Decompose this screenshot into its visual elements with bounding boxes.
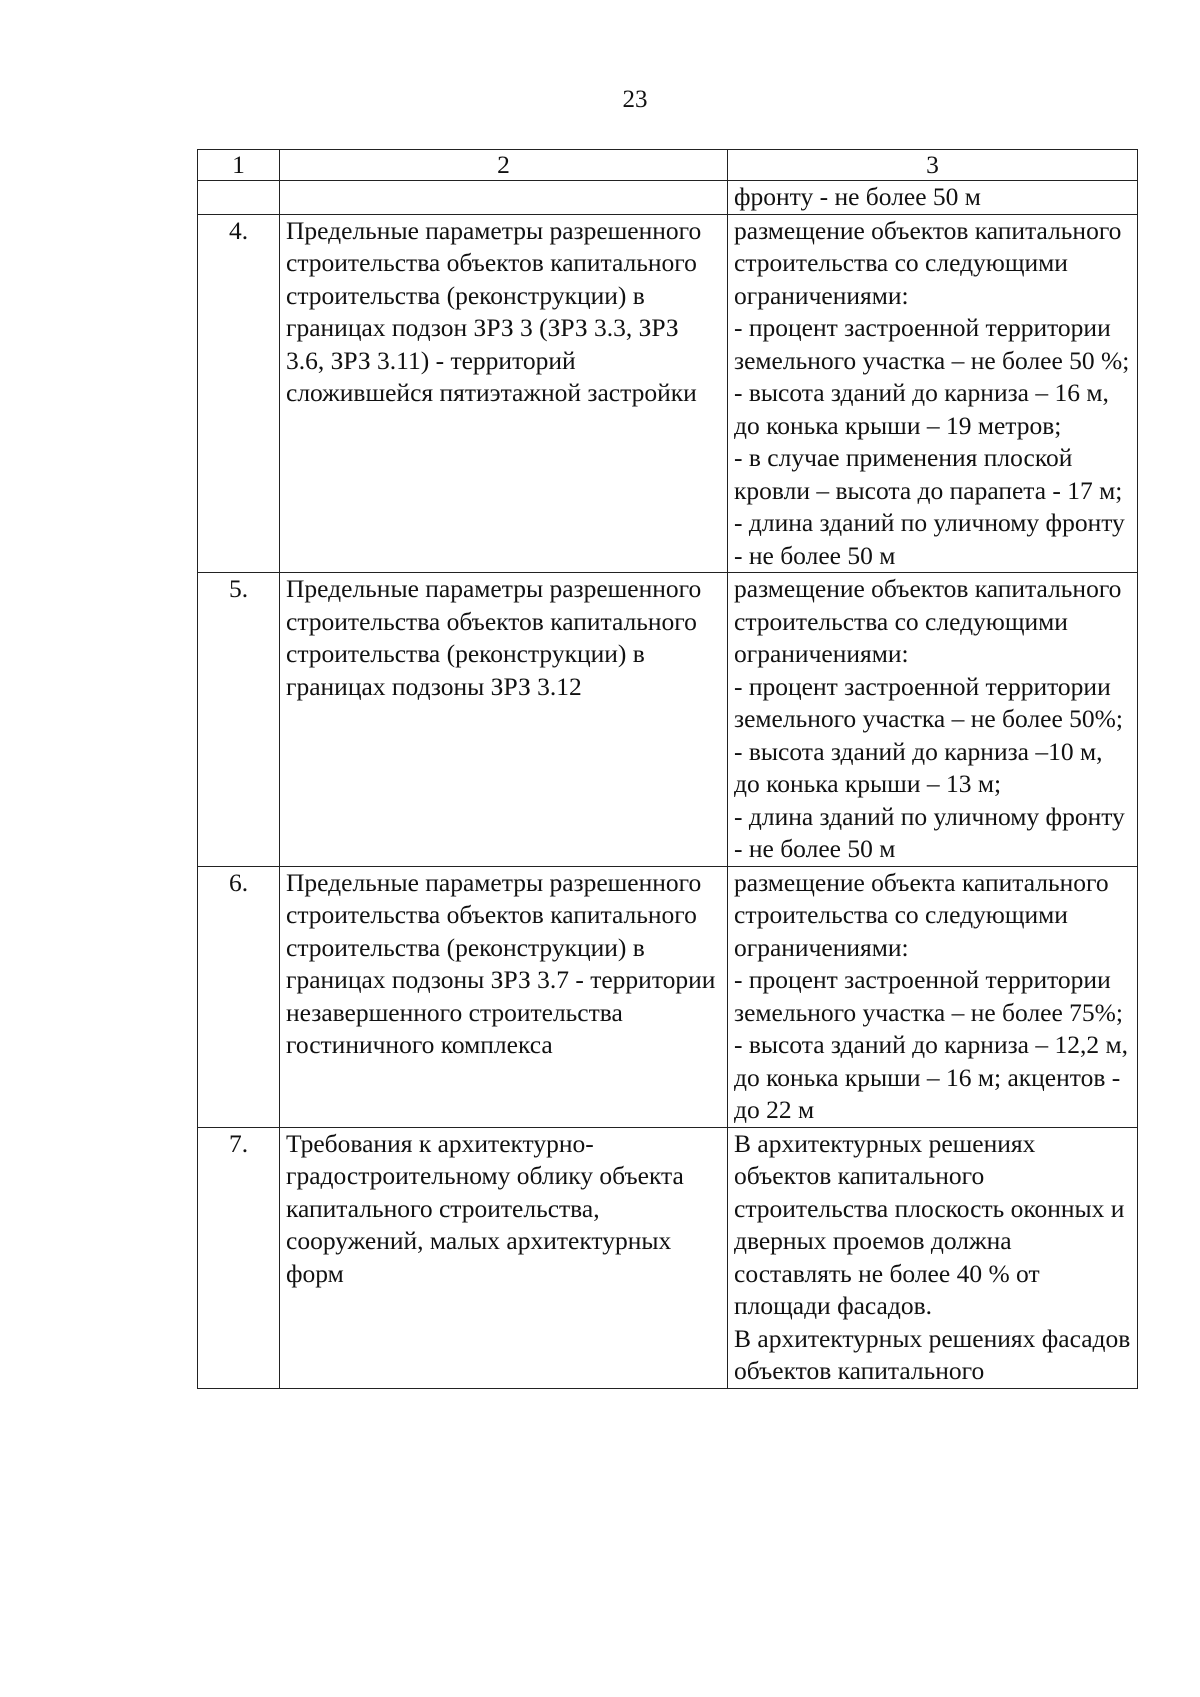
table-row: [198, 1127, 1138, 1388]
value-line: размещение объекта капитального строительства со следующими ограничениями:: [734, 867, 1109, 962]
table-header-row: [198, 150, 1138, 181]
value-cell: [728, 181, 1138, 215]
value-line: размещение объектов капитального строительства со следующими ограничениями:: [734, 574, 1122, 668]
column-header-2: 2: [280, 150, 728, 181]
value-cell: [728, 214, 1138, 573]
value-line: - в случае применения плоской кровли – высота до парапета - 17 м;: [734, 443, 1123, 505]
table-row: [198, 181, 1138, 215]
column-header-1: 1: [198, 150, 280, 181]
value-cell: [728, 573, 1138, 867]
regulations-table: [197, 149, 1138, 1389]
parameter-cell: [280, 181, 728, 215]
row-number: 7.: [198, 1127, 280, 1388]
value-line: - высота зданий до карниза –10 м, до конька крыши – 13 м;: [734, 736, 1103, 798]
page-number: 23: [622, 86, 648, 113]
parameter-cell: Требования к архитектурно-градостроительному облику объекта капитального строительства, сооружений, малых архитектурных форм: [280, 1127, 728, 1388]
value-line: - длина зданий по уличному фронту - не более 50 м: [734, 801, 1125, 863]
row-number: 4.: [198, 214, 280, 573]
value-line: - высота зданий до карниза – 16 м, до конька крыши – 19 метров;: [734, 378, 1109, 440]
parameter-cell: Предельные параметры разрешенного строительства объектов капитального строительства (реконструкции) в границах подзоны ЗРЗ 3.12: [280, 573, 728, 867]
value-line: - процент застроенной территории земельного участка – не более 50 %;: [734, 313, 1130, 375]
parameter-cell: Предельные параметры разрешенного строительства объектов капитального строительства (реконструкции) в границах подзон ЗРЗ 3 (ЗРЗ 3.3, ЗРЗ 3.6, ЗРЗ 3.11) - территорий сложившейся пятиэтажной застройки: [280, 214, 728, 573]
value-line: - длина зданий по уличному фронту - не более 50 м: [734, 508, 1125, 570]
value-cell: [728, 866, 1138, 1127]
value-line: - процент застроенной территории земельного участка – не более 75%;: [734, 965, 1124, 1027]
value-line: фронту - не более 50 м: [734, 182, 981, 211]
table-row: [198, 573, 1138, 867]
row-number: [198, 181, 280, 215]
row-number: 5.: [198, 573, 280, 867]
value-line: В архитектурных решениях фасадов объектов капитального: [734, 1323, 1131, 1385]
value-line: размещение объектов капитального строительства со следующими ограничениями:: [734, 215, 1122, 310]
parameter-cell: Предельные параметры разрешенного строительства объектов капитального строительства (реконструкции) в границах подзоны ЗРЗ 3.7 - территории незавершенного строительства гостиничного комплекса: [280, 866, 728, 1127]
value-line: - высота зданий до карниза – 12,2 м, до конька крыши – 16 м; акцентов - до 22 м: [734, 1030, 1129, 1124]
row-number: 6.: [198, 866, 280, 1127]
table-row: [198, 866, 1138, 1127]
value-line: - процент застроенной территории земельного участка – не более 50%;: [734, 671, 1124, 733]
table-row: [198, 214, 1138, 573]
value-cell: [728, 1127, 1138, 1388]
column-header-3: 3: [728, 150, 1138, 181]
value-line: В архитектурных решениях объектов капитального строительства плоскость оконных и дверных проемов должна составлять не более 40 % от площади фасадов.: [734, 1128, 1125, 1320]
